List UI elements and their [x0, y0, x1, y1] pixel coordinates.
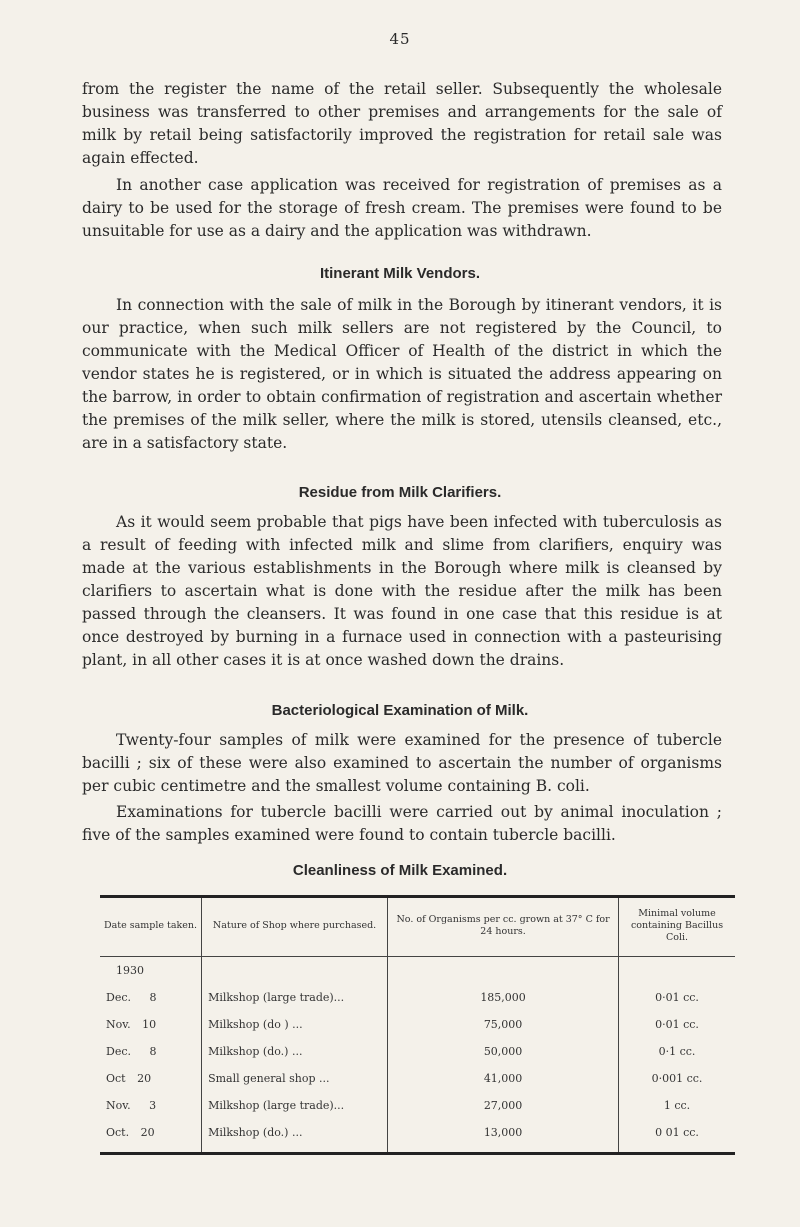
- row-day: 8: [149, 991, 157, 1004]
- table-row: [100, 1038, 735, 1065]
- page-number: 45: [389, 30, 411, 48]
- table-row: [100, 1011, 735, 1038]
- row-shop: Milkshop (do ) ...: [202, 1011, 388, 1038]
- row-volume: 0 01 cc.: [655, 1126, 699, 1139]
- table-bottom-rule: [100, 1152, 735, 1155]
- row-month: Dec.: [106, 991, 131, 1004]
- row-organisms: 75,000: [388, 1011, 619, 1038]
- heading-itinerant-milk-vendors: Itinerant Milk Vendors.: [319, 265, 481, 282]
- row-day: 3: [149, 1099, 157, 1112]
- heading-cleanliness-table: Cleanliness of Milk Examined.: [292, 862, 508, 879]
- paragraph-cream-dairy: In another case application was received for registration of premises as a dairy to be used for the storage of fresh cream. The premises were found to be unsuitable for use as a dairy and the application was withdrawn.: [82, 176, 722, 240]
- row-day: 20: [140, 1126, 155, 1139]
- row-volume: 0·01 cc.: [655, 991, 699, 1004]
- paragraph-residue: As it would seem probable that pigs have been infected with tuberculosis as a result of feeding with infected milk and slime from clarifiers, enquiry was made at the various establishments in the Borough where milk is cleansed by clarifiers to ascertain what is done with the residue after the milk has been passed through the cleansers. It was found in one case that this residue is at once destroyed by burning in a furnace used in connection with a pasteurising plant, in all other cases it is at once washed down the drains.: [82, 513, 722, 669]
- header-organisms: No. of Organisms per cc. grown at 37° C for 24 hours.: [388, 898, 619, 957]
- paragraph-tubercle-bacilli: Examinations for tubercle bacilli were carried out by animal inoculation ; five of the samples examined were found to contain tubercle bacilli.: [82, 803, 722, 844]
- row-organisms: 13,000: [388, 1119, 619, 1152]
- row-shop: Milkshop (do.) ...: [202, 1038, 388, 1065]
- row-organisms: 185,000: [388, 984, 619, 1011]
- row-day: 20: [137, 1072, 152, 1085]
- table-header-row: [100, 898, 735, 957]
- paragraph-samples: Twenty-four samples of milk were examined for the presence of tubercle bacilli ; six of these were also examined to ascertain the number of organisms per cubic centimetre and the smallest volume containing B. coli.: [82, 731, 722, 795]
- row-organisms: 41,000: [388, 1065, 619, 1092]
- row-shop: Milkshop (large trade)...: [202, 1092, 388, 1119]
- table-row: [100, 984, 735, 1011]
- row-shop: Milkshop (do.) ...: [202, 1119, 388, 1152]
- header-nature-of-shop: Nature of Shop where purchased.: [202, 898, 388, 957]
- row-month: Nov.: [106, 1018, 131, 1031]
- paragraph-register: from the register the name of the retail seller. Subsequently the wholesale business was transferred to other premises and arrangements for the sale of milk by retail being satisfactorily improved the registration for retail sale was again effected.: [82, 80, 722, 167]
- row-shop: Small general shop ...: [202, 1065, 388, 1092]
- year-label: 1930: [100, 957, 202, 985]
- row-month: Dec.: [106, 1045, 131, 1058]
- row-volume: 0·01 cc.: [655, 1018, 699, 1031]
- row-shop: Milkshop (large trade)...: [202, 984, 388, 1011]
- row-month: Nov.: [106, 1099, 131, 1112]
- row-volume: 0·001 cc.: [651, 1072, 703, 1085]
- heading-residue-clarifiers: Residue from Milk Clarifiers.: [298, 484, 502, 501]
- header-date: Date sample taken.: [100, 898, 202, 957]
- row-volume: 1 cc.: [663, 1099, 691, 1112]
- table-year-row: [100, 957, 735, 985]
- table-row: [100, 1092, 735, 1119]
- table-row: [100, 1119, 735, 1152]
- cleanliness-table: [100, 895, 735, 1155]
- milk-table: [100, 898, 735, 1152]
- row-month: Oct.: [106, 1126, 130, 1139]
- row-month: Oct: [106, 1072, 126, 1085]
- paragraph-itinerant-vendors: In connection with the sale of milk in the Borough by itinerant vendors, it is our practice, when such milk sellers are not registered by the Council, to communicate with the Medical Officer of Health of the district in which the vendor states he is registered, or in which is situated the address appearing on the barrow, in order to obtain confirmation of registration and ascertain whether the premises of the milk seller, where the milk is stored, utensils cleansed, etc., are in a satisfactory state.: [82, 296, 722, 452]
- row-organisms: 27,000: [388, 1092, 619, 1119]
- row-organisms: 50,000: [388, 1038, 619, 1065]
- header-minimal-volume: Minimal volume containing Bacillus Coli.: [619, 898, 735, 957]
- heading-bacteriological-examination: Bacteriological Examination of Milk.: [271, 702, 529, 719]
- table-row: [100, 1065, 735, 1092]
- row-day: 8: [149, 1045, 157, 1058]
- row-volume: 0·1 cc.: [658, 1045, 696, 1058]
- row-day: 10: [142, 1018, 157, 1031]
